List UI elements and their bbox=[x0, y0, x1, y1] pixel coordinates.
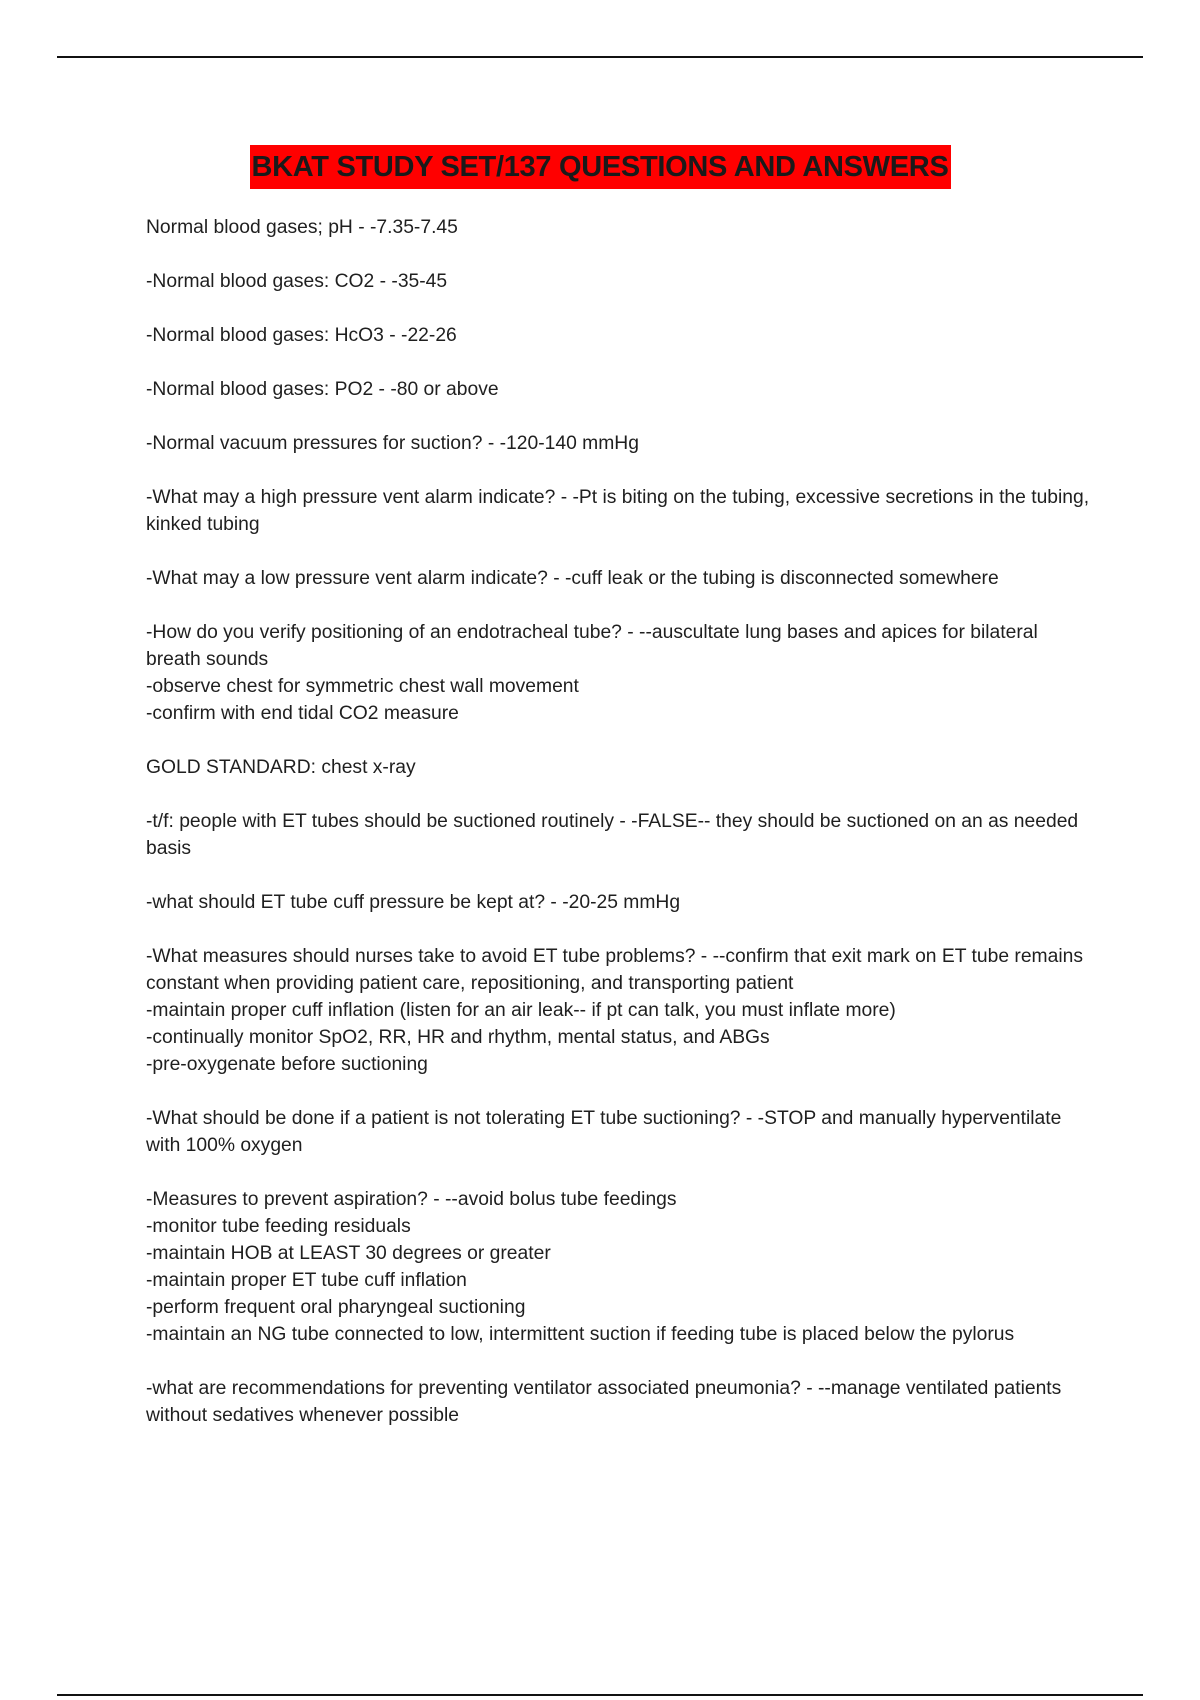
qa-question-line: -t/f: people with ET tubes should be suctioned routinely - -FALSE-- they should be suctioned on an as needed basis bbox=[146, 811, 1079, 859]
qa-question-line: -Normal blood gases: HcO3 - -22-26 bbox=[146, 325, 457, 346]
qa-entry bbox=[146, 322, 1096, 349]
qa-entry bbox=[146, 1375, 1096, 1429]
qa-entry bbox=[146, 214, 1096, 241]
qa-answer-line: -maintain proper ET tube cuff inflation bbox=[146, 1270, 467, 1291]
qa-entry bbox=[146, 376, 1096, 403]
qa-answer-line: -monitor tube feeding residuals bbox=[146, 1216, 411, 1237]
qa-answer-line: -confirm with end tidal CO2 measure bbox=[146, 703, 459, 724]
header-rule bbox=[57, 56, 1143, 58]
qa-answer-line: -continually monitor SpO2, RR, HR and rhythm, mental status, and ABGs bbox=[146, 1027, 770, 1048]
qa-entry bbox=[146, 754, 1096, 781]
qa-entry bbox=[146, 619, 1096, 727]
qa-entry bbox=[146, 943, 1096, 1078]
qa-question-line: -What measures should nurses take to avoid ET tube problems? - --confirm that exit mark on ET tube remains constant when providing patient care, repositioning, and transporting patient bbox=[146, 946, 1083, 994]
qa-entry bbox=[146, 889, 1096, 916]
qa-answer-line: -perform frequent oral pharyngeal suctioning bbox=[146, 1297, 526, 1318]
qa-question-line: -Normal vacuum pressures for suction? - -120-140 mmHg bbox=[146, 433, 639, 454]
qa-question-line: -Measures to prevent aspiration? - --avoid bolus tube feedings bbox=[146, 1189, 677, 1210]
qa-question-line: GOLD STANDARD: chest x-ray bbox=[146, 757, 416, 778]
qa-question-line: -Normal blood gases: PO2 - -80 or above bbox=[146, 379, 499, 400]
qa-answer-line: -observe chest for symmetric chest wall movement bbox=[146, 676, 579, 697]
qa-question-line: -Normal blood gases: CO2 - -35-45 bbox=[146, 271, 448, 292]
qa-entry bbox=[146, 430, 1096, 457]
qa-answer-line: -maintain HOB at LEAST 30 degrees or greater bbox=[146, 1243, 551, 1264]
qa-entry bbox=[146, 484, 1096, 538]
qa-entry bbox=[146, 565, 1096, 592]
document-title: BKAT STUDY SET/137 QUESTIONS AND ANSWERS bbox=[250, 145, 951, 189]
qa-entry bbox=[146, 808, 1096, 862]
qa-question-line: -what are recommendations for preventing ventilator associated pneumonia? - --manage ventilated patients without sedatives whenever possible bbox=[146, 1378, 1062, 1426]
title-container bbox=[0, 145, 1200, 189]
qa-entry bbox=[146, 1105, 1096, 1159]
qa-question-line: Normal blood gases; pH - -7.35-7.45 bbox=[146, 217, 458, 238]
qa-question-line: -How do you verify positioning of an endotracheal tube? - --auscultate lung bases and apices for bilateral breath sounds bbox=[146, 622, 1038, 670]
qa-answer-line: -maintain proper cuff inflation (listen for an air leak-- if pt can talk, you must inflate more) bbox=[146, 1000, 896, 1021]
qa-question-line: -what should ET tube cuff pressure be kept at? - -20-25 mmHg bbox=[146, 892, 681, 913]
qa-question-line: -What should be done if a patient is not tolerating ET tube suctioning? - -STOP and manually hyperventilate with 100% oxygen bbox=[146, 1108, 1062, 1156]
document-body bbox=[146, 214, 1096, 1456]
qa-entry bbox=[146, 1186, 1096, 1348]
qa-question-line: -What may a high pressure vent alarm indicate? - -Pt is biting on the tubing, excessive secretions in the tubing, kinked tubing bbox=[146, 487, 1090, 535]
qa-answer-line: -pre-oxygenate before suctioning bbox=[146, 1054, 428, 1075]
qa-answer-line: -maintain an NG tube connected to low, intermittent suction if feeding tube is placed below the pylorus bbox=[146, 1324, 1015, 1345]
qa-entry bbox=[146, 268, 1096, 295]
footer-rule bbox=[57, 1694, 1143, 1696]
qa-question-line: -What may a low pressure vent alarm indicate? - -cuff leak or the tubing is disconnected somewhere bbox=[146, 568, 999, 589]
